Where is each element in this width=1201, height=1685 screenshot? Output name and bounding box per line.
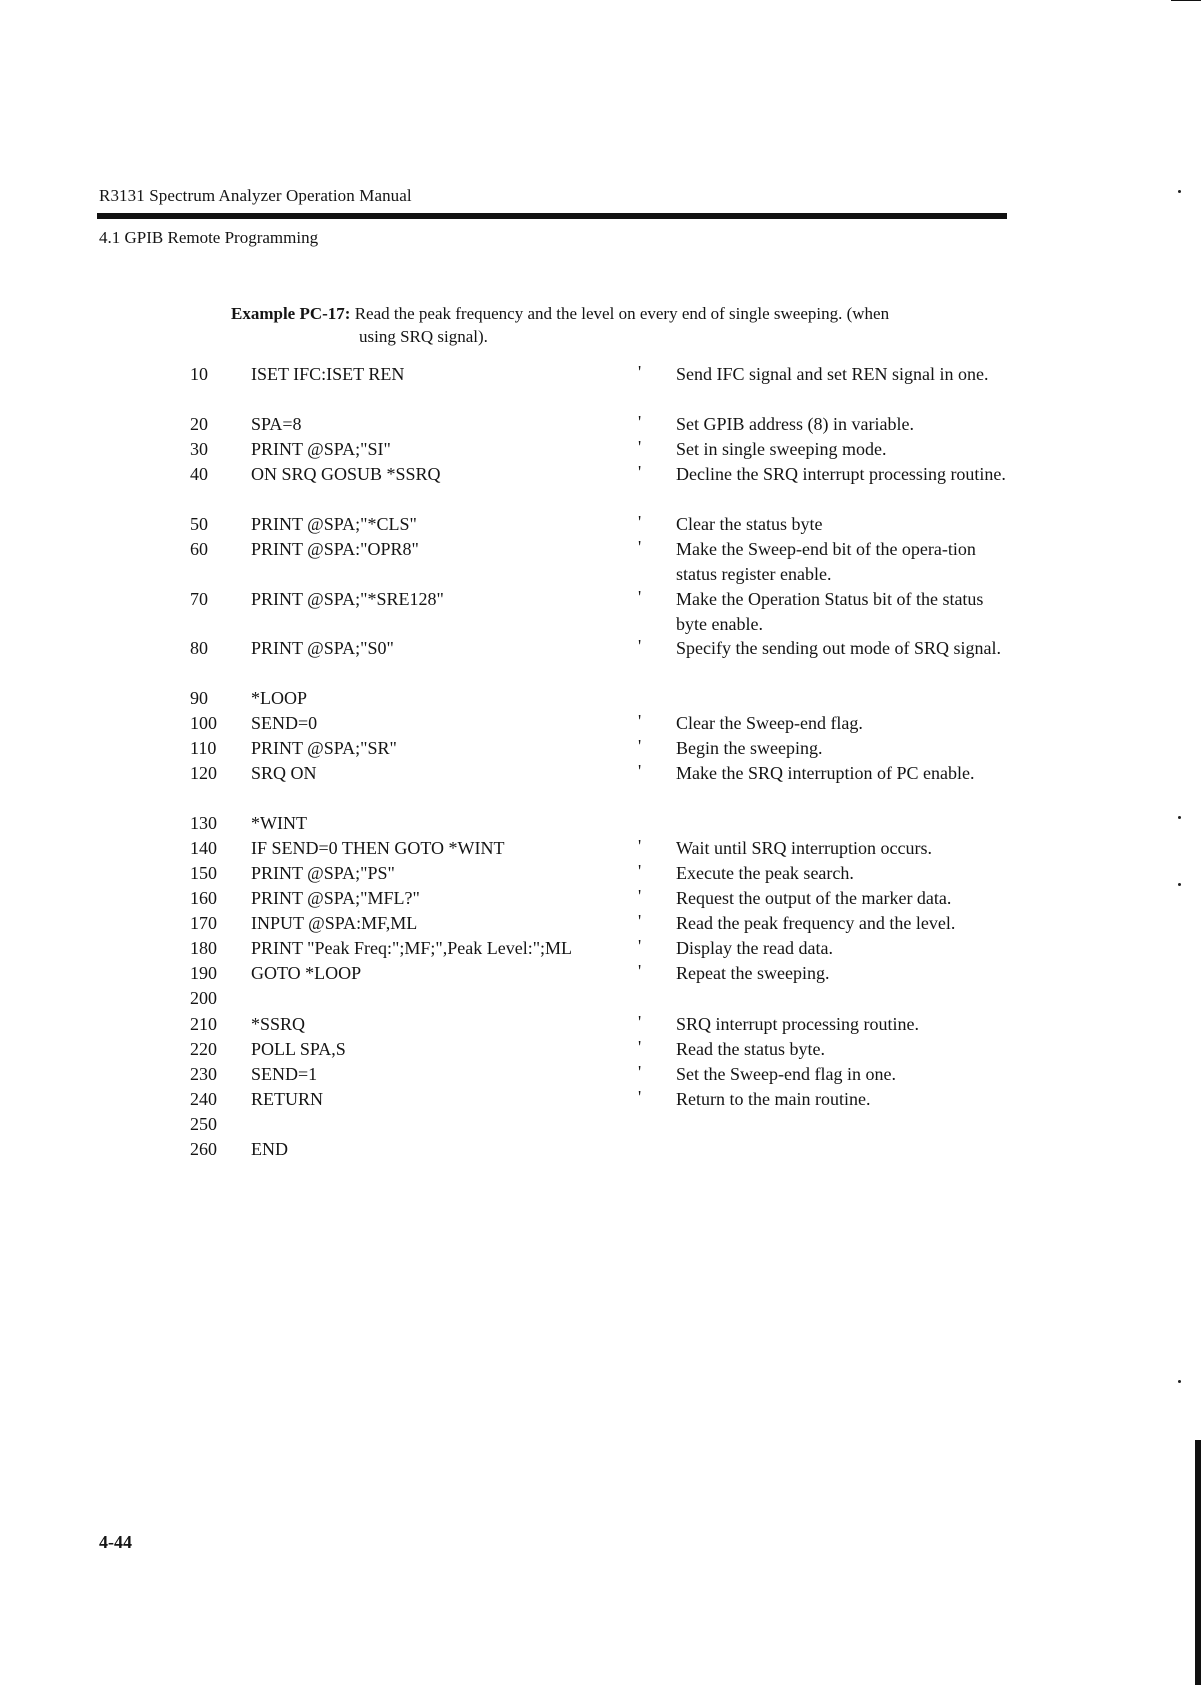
line-number: 240 bbox=[190, 1089, 217, 1109]
line-number: 250 bbox=[190, 1114, 217, 1134]
comment-marker: ' bbox=[638, 1087, 642, 1107]
code-comment: Read the status byte. bbox=[676, 1039, 825, 1059]
code-comment: Make the Sweep-end bit of the opera-tion status register enable. bbox=[676, 539, 976, 584]
line-number: 10 bbox=[190, 364, 208, 384]
listing-line bbox=[0, 462, 1201, 512]
comment-marker: ' bbox=[638, 1037, 642, 1057]
code-comment: Set in single sweeping mode. bbox=[676, 439, 887, 459]
code-statement: RETURN bbox=[251, 1089, 323, 1109]
header-title: R3131 Spectrum Analyzer Operation Manual bbox=[99, 186, 412, 205]
code-statement: PRINT @SPA;"MFL?" bbox=[251, 888, 420, 908]
comment-marker: ' bbox=[638, 1062, 642, 1082]
line-number: 140 bbox=[190, 838, 217, 858]
listing-line bbox=[0, 1137, 1201, 1187]
code-statement: SEND=0 bbox=[251, 713, 318, 733]
code-comment: Specify the sending out mode of SRQ signal. bbox=[676, 638, 1001, 658]
example-label: Example PC-17: bbox=[231, 304, 351, 323]
code-statement: SRQ ON bbox=[251, 763, 317, 783]
line-number: 150 bbox=[190, 863, 217, 883]
comment-marker: ' bbox=[638, 736, 642, 756]
line-number: 60 bbox=[190, 539, 208, 559]
listing-line bbox=[0, 636, 1201, 686]
example-description-line2: using SRQ signal). bbox=[359, 327, 488, 346]
code-comment: Make the SRQ interruption of PC enable. bbox=[676, 763, 975, 783]
scan-speck bbox=[1178, 190, 1181, 193]
line-number: 180 bbox=[190, 938, 217, 958]
line-number: 210 bbox=[190, 1014, 217, 1034]
line-number: 70 bbox=[190, 589, 208, 609]
code-comment: Display the read data. bbox=[676, 938, 833, 958]
comment-marker: ' bbox=[638, 512, 642, 532]
listing-line bbox=[0, 761, 1201, 811]
line-number: 160 bbox=[190, 888, 217, 908]
comment-marker: ' bbox=[638, 412, 642, 432]
comment-marker: ' bbox=[638, 537, 642, 557]
section-title: 4.1 GPIB Remote Programming bbox=[99, 228, 319, 247]
page-number: 4-44 bbox=[99, 1532, 132, 1552]
comment-marker: ' bbox=[638, 836, 642, 856]
comment-marker: ' bbox=[638, 362, 642, 382]
line-number: 260 bbox=[190, 1139, 217, 1159]
line-number: 200 bbox=[190, 988, 217, 1008]
line-number: 170 bbox=[190, 913, 217, 933]
code-comment: Begin the sweeping. bbox=[676, 738, 823, 758]
comment-marker: ' bbox=[638, 936, 642, 956]
code-statement: SEND=1 bbox=[251, 1064, 318, 1084]
code-comment: Request the output of the marker data. bbox=[676, 888, 952, 908]
scan-speck bbox=[1178, 883, 1181, 886]
code-statement: *SSRQ bbox=[251, 1014, 306, 1034]
comment-marker: ' bbox=[638, 587, 642, 607]
scan-speck bbox=[1178, 816, 1181, 819]
code-comment: Send IFC signal and set REN signal in one. bbox=[676, 364, 989, 384]
code-comment: Make the Operation Status bit of the status byte enable. bbox=[676, 589, 984, 634]
scan-edge bbox=[1195, 0, 1201, 1685]
comment-marker: ' bbox=[638, 911, 642, 931]
code-statement: PRINT @SPA;"SI" bbox=[251, 439, 391, 459]
comment-marker: ' bbox=[638, 711, 642, 731]
code-comment: Set the Sweep-end flag in one. bbox=[676, 1064, 896, 1084]
code-comment: Set GPIB address (8) in variable. bbox=[676, 414, 914, 434]
comment-marker: ' bbox=[638, 861, 642, 881]
code-statement: IF SEND=0 THEN GOTO *WINT bbox=[251, 838, 505, 858]
line-number: 100 bbox=[190, 713, 217, 733]
line-number: 110 bbox=[190, 738, 217, 758]
code-comment: Decline the SRQ interrupt processing routine. bbox=[676, 464, 1006, 484]
code-statement: GOTO *LOOP bbox=[251, 963, 362, 983]
comment-marker: ' bbox=[638, 761, 642, 781]
code-statement: INPUT @SPA:MF,ML bbox=[251, 913, 418, 933]
code-statement: ON SRQ GOSUB *SSRQ bbox=[251, 464, 441, 484]
code-comment: Read the peak frequency and the level. bbox=[676, 913, 956, 933]
comment-marker: ' bbox=[638, 961, 642, 981]
code-statement: PRINT @SPA;"*CLS" bbox=[251, 514, 417, 534]
line-number: 230 bbox=[190, 1064, 217, 1084]
line-number: 20 bbox=[190, 414, 208, 434]
line-number: 220 bbox=[190, 1039, 217, 1059]
code-comment: Clear the status byte bbox=[676, 514, 823, 534]
listing-line bbox=[0, 362, 1201, 412]
line-number: 130 bbox=[190, 813, 217, 833]
code-comment: Clear the Sweep-end flag. bbox=[676, 713, 863, 733]
code-statement: PRINT @SPA:"OPR8" bbox=[251, 539, 419, 559]
line-number: 80 bbox=[190, 638, 208, 658]
line-number: 120 bbox=[190, 763, 217, 783]
code-comment: Return to the main routine. bbox=[676, 1089, 871, 1109]
code-statement: *WINT bbox=[251, 813, 307, 833]
code-statement: PRINT @SPA;"SR" bbox=[251, 738, 397, 758]
example-description-line1: Read the peak frequency and the level on every end of single sweeping. (when bbox=[354, 304, 890, 323]
line-number: 190 bbox=[190, 963, 217, 983]
line-number: 50 bbox=[190, 514, 208, 534]
listing-line bbox=[0, 587, 1201, 637]
line-number: 40 bbox=[190, 464, 208, 484]
code-comment: Repeat the sweeping. bbox=[676, 963, 830, 983]
comment-marker: ' bbox=[638, 636, 642, 656]
listing-line bbox=[0, 537, 1201, 587]
code-comment: Execute the peak search. bbox=[676, 863, 854, 883]
code-statement: ISET IFC:ISET REN bbox=[251, 364, 405, 384]
code-statement: SPA=8 bbox=[251, 414, 302, 434]
code-statement: PRINT @SPA;"S0" bbox=[251, 638, 394, 658]
line-number: 90 bbox=[190, 688, 208, 708]
comment-marker: ' bbox=[638, 437, 642, 457]
comment-marker: ' bbox=[638, 886, 642, 906]
code-statement: POLL SPA,S bbox=[251, 1039, 346, 1059]
code-comment: Wait until SRQ interruption occurs. bbox=[676, 838, 933, 858]
code-statement: *LOOP bbox=[251, 688, 308, 708]
comment-marker: ' bbox=[638, 462, 642, 482]
comment-marker: ' bbox=[638, 1012, 642, 1032]
code-statement: PRINT @SPA;"*SRE128" bbox=[251, 589, 444, 609]
scan-speck bbox=[1178, 1380, 1181, 1383]
line-number: 30 bbox=[190, 439, 208, 459]
code-statement: PRINT @SPA;"PS" bbox=[251, 863, 395, 883]
code-statement: PRINT "Peak Freq:";MF;",Peak Level:";ML bbox=[251, 938, 573, 958]
code-statement: END bbox=[251, 1139, 288, 1159]
code-comment: SRQ interrupt processing routine. bbox=[676, 1014, 919, 1034]
